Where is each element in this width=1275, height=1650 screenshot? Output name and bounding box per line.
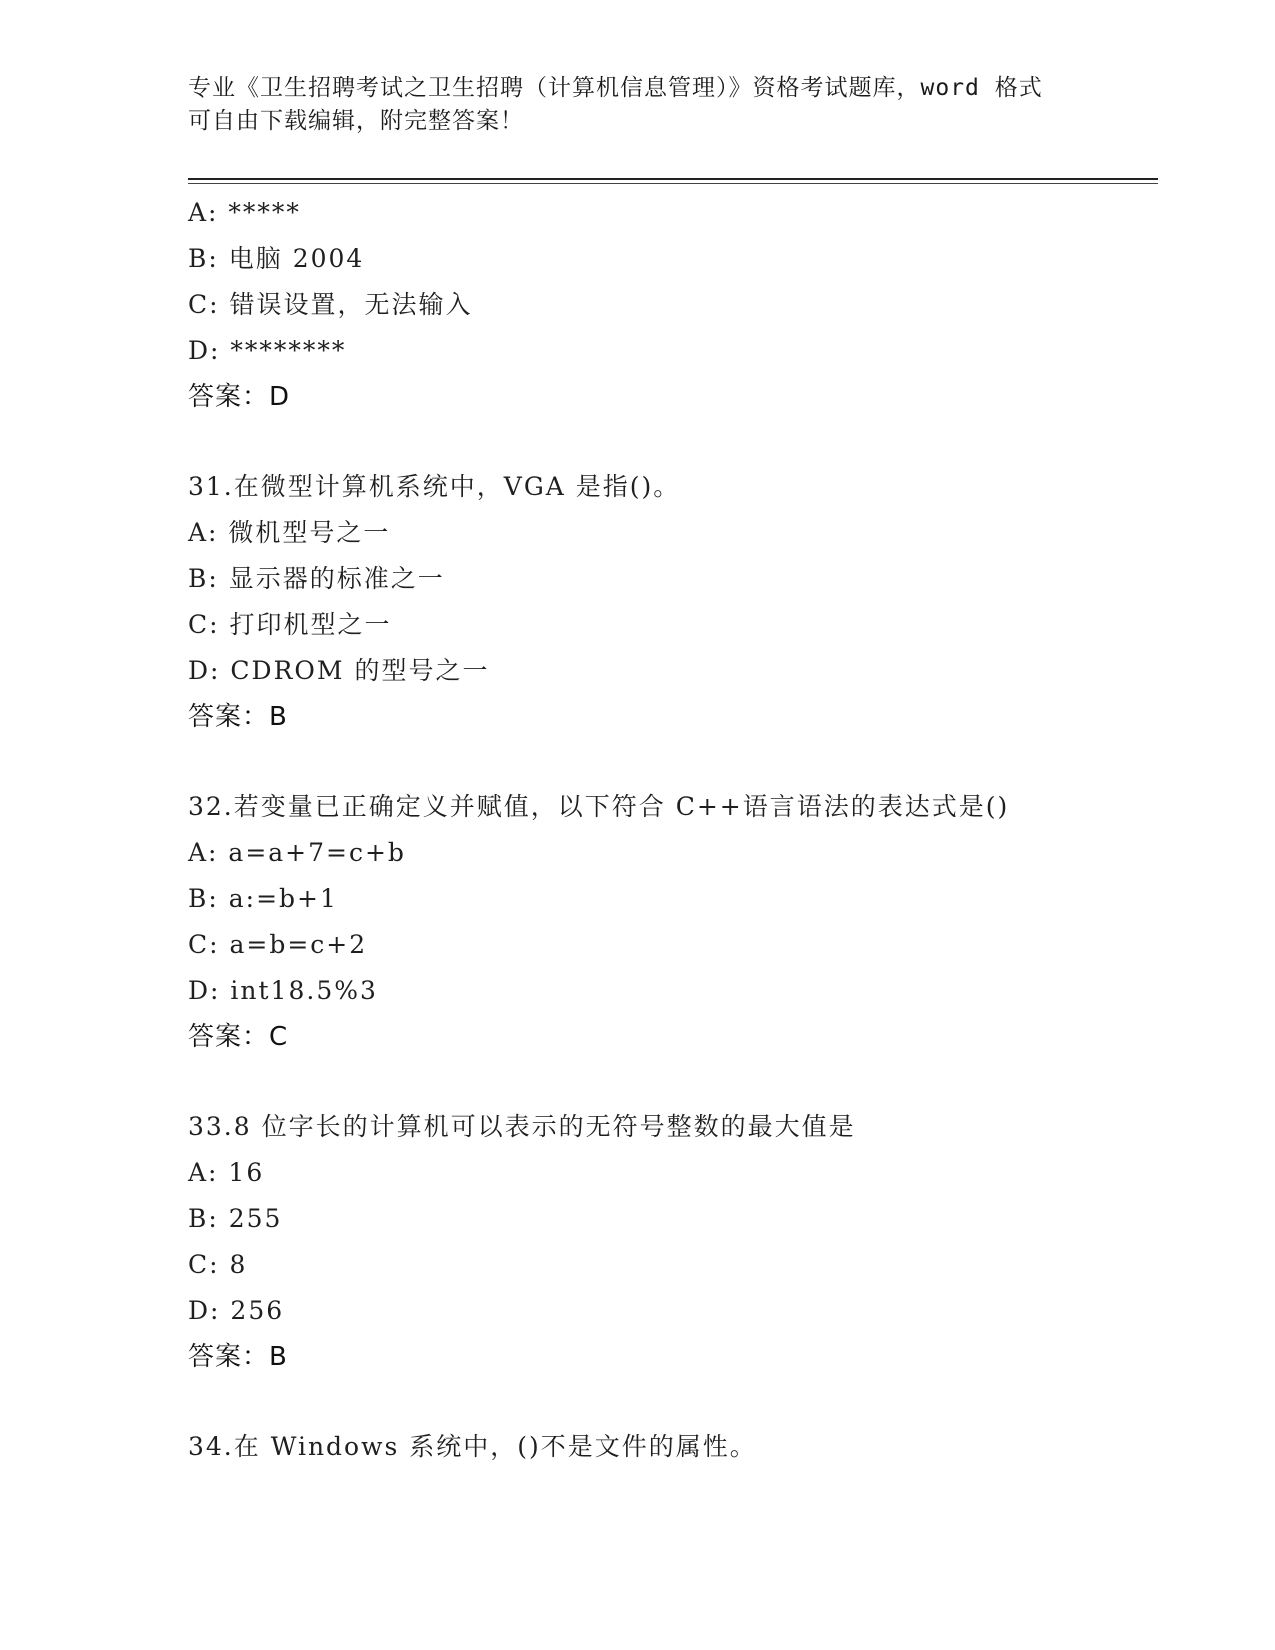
question-block-33 xyxy=(188,1104,1168,1380)
option-d: D: 256 xyxy=(188,1296,285,1325)
question-block-prev xyxy=(188,190,1168,420)
header-divider-thick xyxy=(188,178,1158,180)
option-b: B: 显示器的标准之一 xyxy=(188,564,445,593)
option-c: C: 8 xyxy=(188,1250,248,1279)
option-b: B: 255 xyxy=(188,1204,283,1233)
option-c: C: 错误设置，无法输入 xyxy=(188,290,473,319)
option-a: A: 微机型号之一 xyxy=(188,518,391,547)
option-a: A: ***** xyxy=(188,198,301,227)
page-header xyxy=(188,72,1068,138)
header-divider-thin xyxy=(188,183,1158,184)
option-a: A: 16 xyxy=(188,1158,265,1187)
question-block-32 xyxy=(188,784,1168,1060)
answer: 答案：D xyxy=(188,382,291,412)
option-b: B: a:=b+1 xyxy=(188,884,338,913)
option-c: C: 打印机型之一 xyxy=(188,610,392,639)
option-b: B: 电脑 2004 xyxy=(188,244,365,273)
option-d: D: ******** xyxy=(188,336,347,365)
question-stem: 31.在微型计算机系统中，VGA 是指()。 xyxy=(188,472,681,501)
answer: 答案：B xyxy=(188,702,288,732)
option-c: C: a=b=c+2 xyxy=(188,930,368,959)
option-d: D: CDROM 的型号之一 xyxy=(188,656,490,685)
question-list xyxy=(188,190,1168,1470)
header-line-1: 专业《卫生招聘考试之卫生招聘（计算机信息管理）》资格考试题库，word 格式 xyxy=(188,75,1043,101)
answer: 答案：B xyxy=(188,1342,288,1372)
header-line-2: 可自由下载编辑，附完整答案！ xyxy=(188,108,524,134)
question-block-34 xyxy=(188,1424,1168,1470)
question-stem: 32.若变量已正确定义并赋值，以下符合 C++语言语法的表达式是() xyxy=(188,792,1010,821)
question-block-31 xyxy=(188,464,1168,740)
option-d: D: int18.5%3 xyxy=(188,976,378,1005)
answer: 答案：C xyxy=(188,1022,289,1052)
question-stem: 34.在 Windows 系统中，()不是文件的属性。 xyxy=(188,1432,757,1461)
option-a: A: a=a+7=c+b xyxy=(188,838,406,867)
question-stem: 33.8 位字长的计算机可以表示的无符号整数的最大值是 xyxy=(188,1112,856,1141)
